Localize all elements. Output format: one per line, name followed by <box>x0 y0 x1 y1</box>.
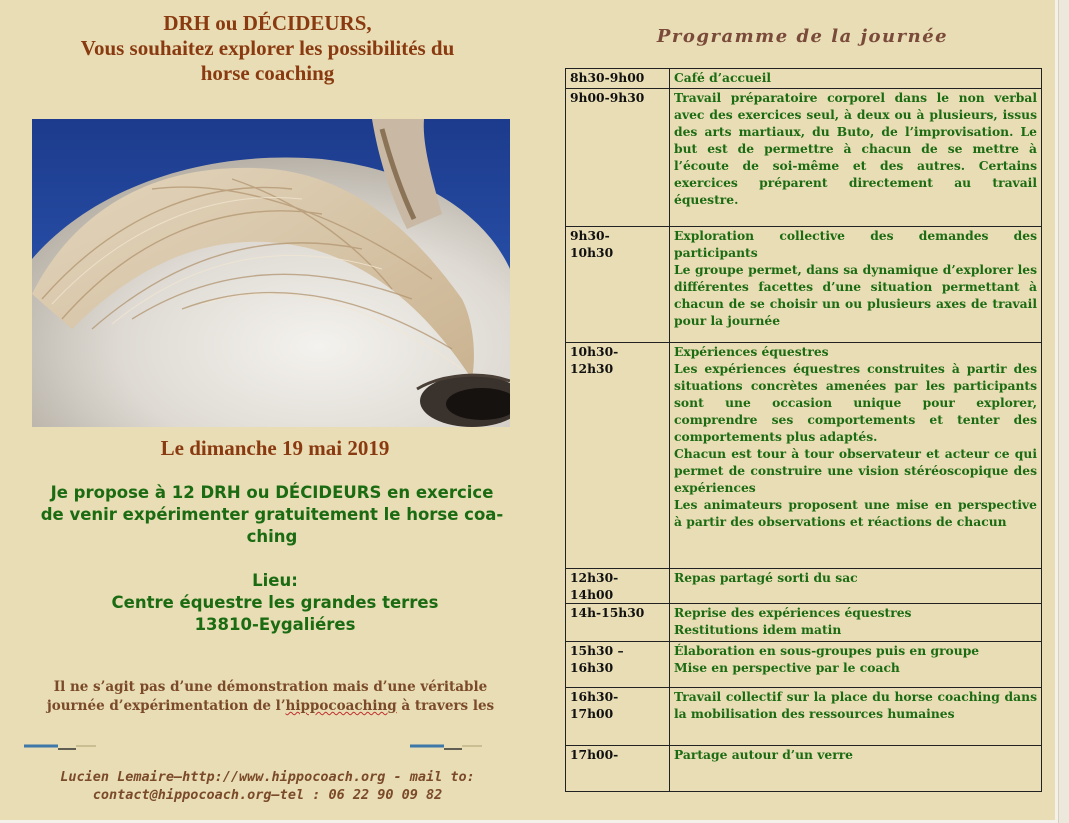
schedule-description-line: Mise en perspective par le coach <box>674 660 900 675</box>
proposal-text <box>22 482 522 548</box>
schedule-time-line: 16h30- <box>570 689 619 704</box>
schedule-row <box>566 642 1042 688</box>
schedule-row <box>566 69 1042 89</box>
closing-line-2 <box>18 697 523 716</box>
schedule-time-line: 15h30 – <box>570 643 624 658</box>
schedule-row <box>566 569 1042 604</box>
divider-right <box>410 743 482 751</box>
schedule-description-line: Travail collectif sur la place du horse coaching dans la mobilisation des ressources humaines <box>674 689 1037 721</box>
schedule-time <box>566 343 670 569</box>
schedule-row <box>566 688 1042 746</box>
schedule-description-line: Les animateurs proposent une mise en perspective à partir des observations et réactions de chacun <box>674 497 1037 529</box>
schedule-description-line: Restitutions idem matin <box>674 622 842 637</box>
window-edge <box>1058 0 1069 823</box>
schedule-description <box>670 604 1042 642</box>
schedule-row <box>566 227 1042 343</box>
schedule-time <box>566 688 670 746</box>
schedule-time <box>566 69 670 89</box>
schedule-time-line: 12h30 <box>570 361 614 376</box>
horse-photo <box>32 119 510 427</box>
schedule-description <box>670 89 1042 227</box>
schedule-description <box>670 227 1042 343</box>
schedule-time <box>566 569 670 604</box>
closing-line-2a: journée d’expérimentation de l’ <box>46 698 286 714</box>
proposal-line-3: ching <box>246 527 298 546</box>
programme-table <box>565 68 1042 792</box>
horse-photo-image <box>32 119 510 427</box>
schedule-time-line: 8h30-9h00 <box>570 70 645 85</box>
schedule-description-line: Café d’accueil <box>674 70 772 85</box>
contact-line-2: contact@hippocoach.org—tel : 06 22 90 09 82 <box>92 787 443 803</box>
schedule-description-line: Le groupe permet, dans sa dynamique d’explorer les différentes facettes d’une situation permettant à chacun de se choisir un ou plusieurs axes de travail pour la journée <box>674 262 1037 328</box>
schedule-row <box>566 343 1042 569</box>
schedule-time-line: 14h00 <box>570 587 614 602</box>
schedule-time <box>566 642 670 688</box>
headline <box>15 11 520 86</box>
schedule-time-line: 17h00- <box>570 747 619 762</box>
schedule-description-line: Repas partagé sorti du sac <box>674 570 858 585</box>
schedule-description-line: Reprise des expériences équestres <box>674 605 912 620</box>
schedule-time <box>566 746 670 792</box>
schedule-time <box>566 89 670 227</box>
location-name: Centre équestre les grandes terres <box>111 593 439 612</box>
schedule-description-line: Les expériences équestres construites à partir des situations concrètes amenées par les participants sont une occasion unique pour explorer, comprendre ses comportements et tenter des comportements plus adaptés. <box>674 361 1037 444</box>
schedule-time-line: 17h00 <box>570 706 614 721</box>
divider-left <box>24 743 96 751</box>
headline-line-3: horse coaching <box>200 61 335 85</box>
location-city: 13810-Eygaliéres <box>194 615 356 634</box>
programme-title: Programme de la journée <box>656 26 949 47</box>
schedule-description-line: Expériences équestres <box>674 344 829 359</box>
schedule-time <box>566 604 670 642</box>
schedule-time-line: 10h30 <box>570 245 614 260</box>
event-date: Le dimanche 19 mai 2019 <box>160 436 390 460</box>
schedule-description-line: Élaboration en sous-groupes puis en groupe <box>674 643 980 658</box>
schedule-description-line: Exploration collective des demandes des participants <box>674 228 1037 260</box>
schedule-description <box>670 343 1042 569</box>
location-label: Lieu: <box>252 571 298 590</box>
schedule-description <box>670 569 1042 604</box>
schedule-time-line: 9h00-9h30 <box>570 90 645 105</box>
closing-line-2-underlined: hippocoaching <box>285 698 397 714</box>
schedule-description-line: Travail préparatoire corporel dans le non verbal avec des exercices seul, à deux ou à plusieurs, issus des arts martiaux, du Buto, de l’improvisation. Le but est de permettre à chacun de se mettre à l’écoute de soi-même et des autres. Certains exercices préparent directement au travail équestre. <box>674 90 1037 207</box>
proposal-line-1: Je propose à 12 DRH ou DÉCIDEURS en exercice <box>50 483 494 502</box>
schedule-row <box>566 89 1042 227</box>
location-block <box>15 570 535 636</box>
closing-text <box>18 678 523 716</box>
schedule-description-line: Partage autour d’un verre <box>674 747 853 762</box>
closing-line-1: Il ne s’agit pas d’une démonstration mais d’une véritable <box>53 679 488 695</box>
schedule-description-line: Chacun est tour à tour observateur et acteur ce qui permet de construire une vision stéréoscopique des expériences <box>674 446 1037 495</box>
schedule-row <box>566 746 1042 792</box>
proposal-line-2: de venir expérimenter gratuitement le horse coa- <box>40 505 504 524</box>
contact-line-1: Lucien Lemaire—http://www.hippocoach.org - mail to: <box>60 769 475 785</box>
headline-line-1: DRH ou DÉCIDEURS, <box>163 11 372 35</box>
schedule-time-line: 14h-15h30 <box>570 605 645 620</box>
schedule-description <box>670 746 1042 792</box>
schedule-description <box>670 642 1042 688</box>
schedule-time <box>566 227 670 343</box>
schedule-row <box>566 604 1042 642</box>
schedule-description <box>670 688 1042 746</box>
headline-line-2: Vous souhaitez explorer les possibilités du <box>80 36 455 60</box>
programme-table-body <box>566 69 1042 792</box>
schedule-time-line: 9h30- <box>570 228 610 243</box>
closing-line-2c: à travers les <box>396 698 495 714</box>
schedule-description <box>670 69 1042 89</box>
schedule-time-line: 10h30- <box>570 344 619 359</box>
contact-info <box>15 768 520 804</box>
schedule-time-line: 16h30 <box>570 660 614 675</box>
schedule-time-line: 12h30- <box>570 570 619 585</box>
